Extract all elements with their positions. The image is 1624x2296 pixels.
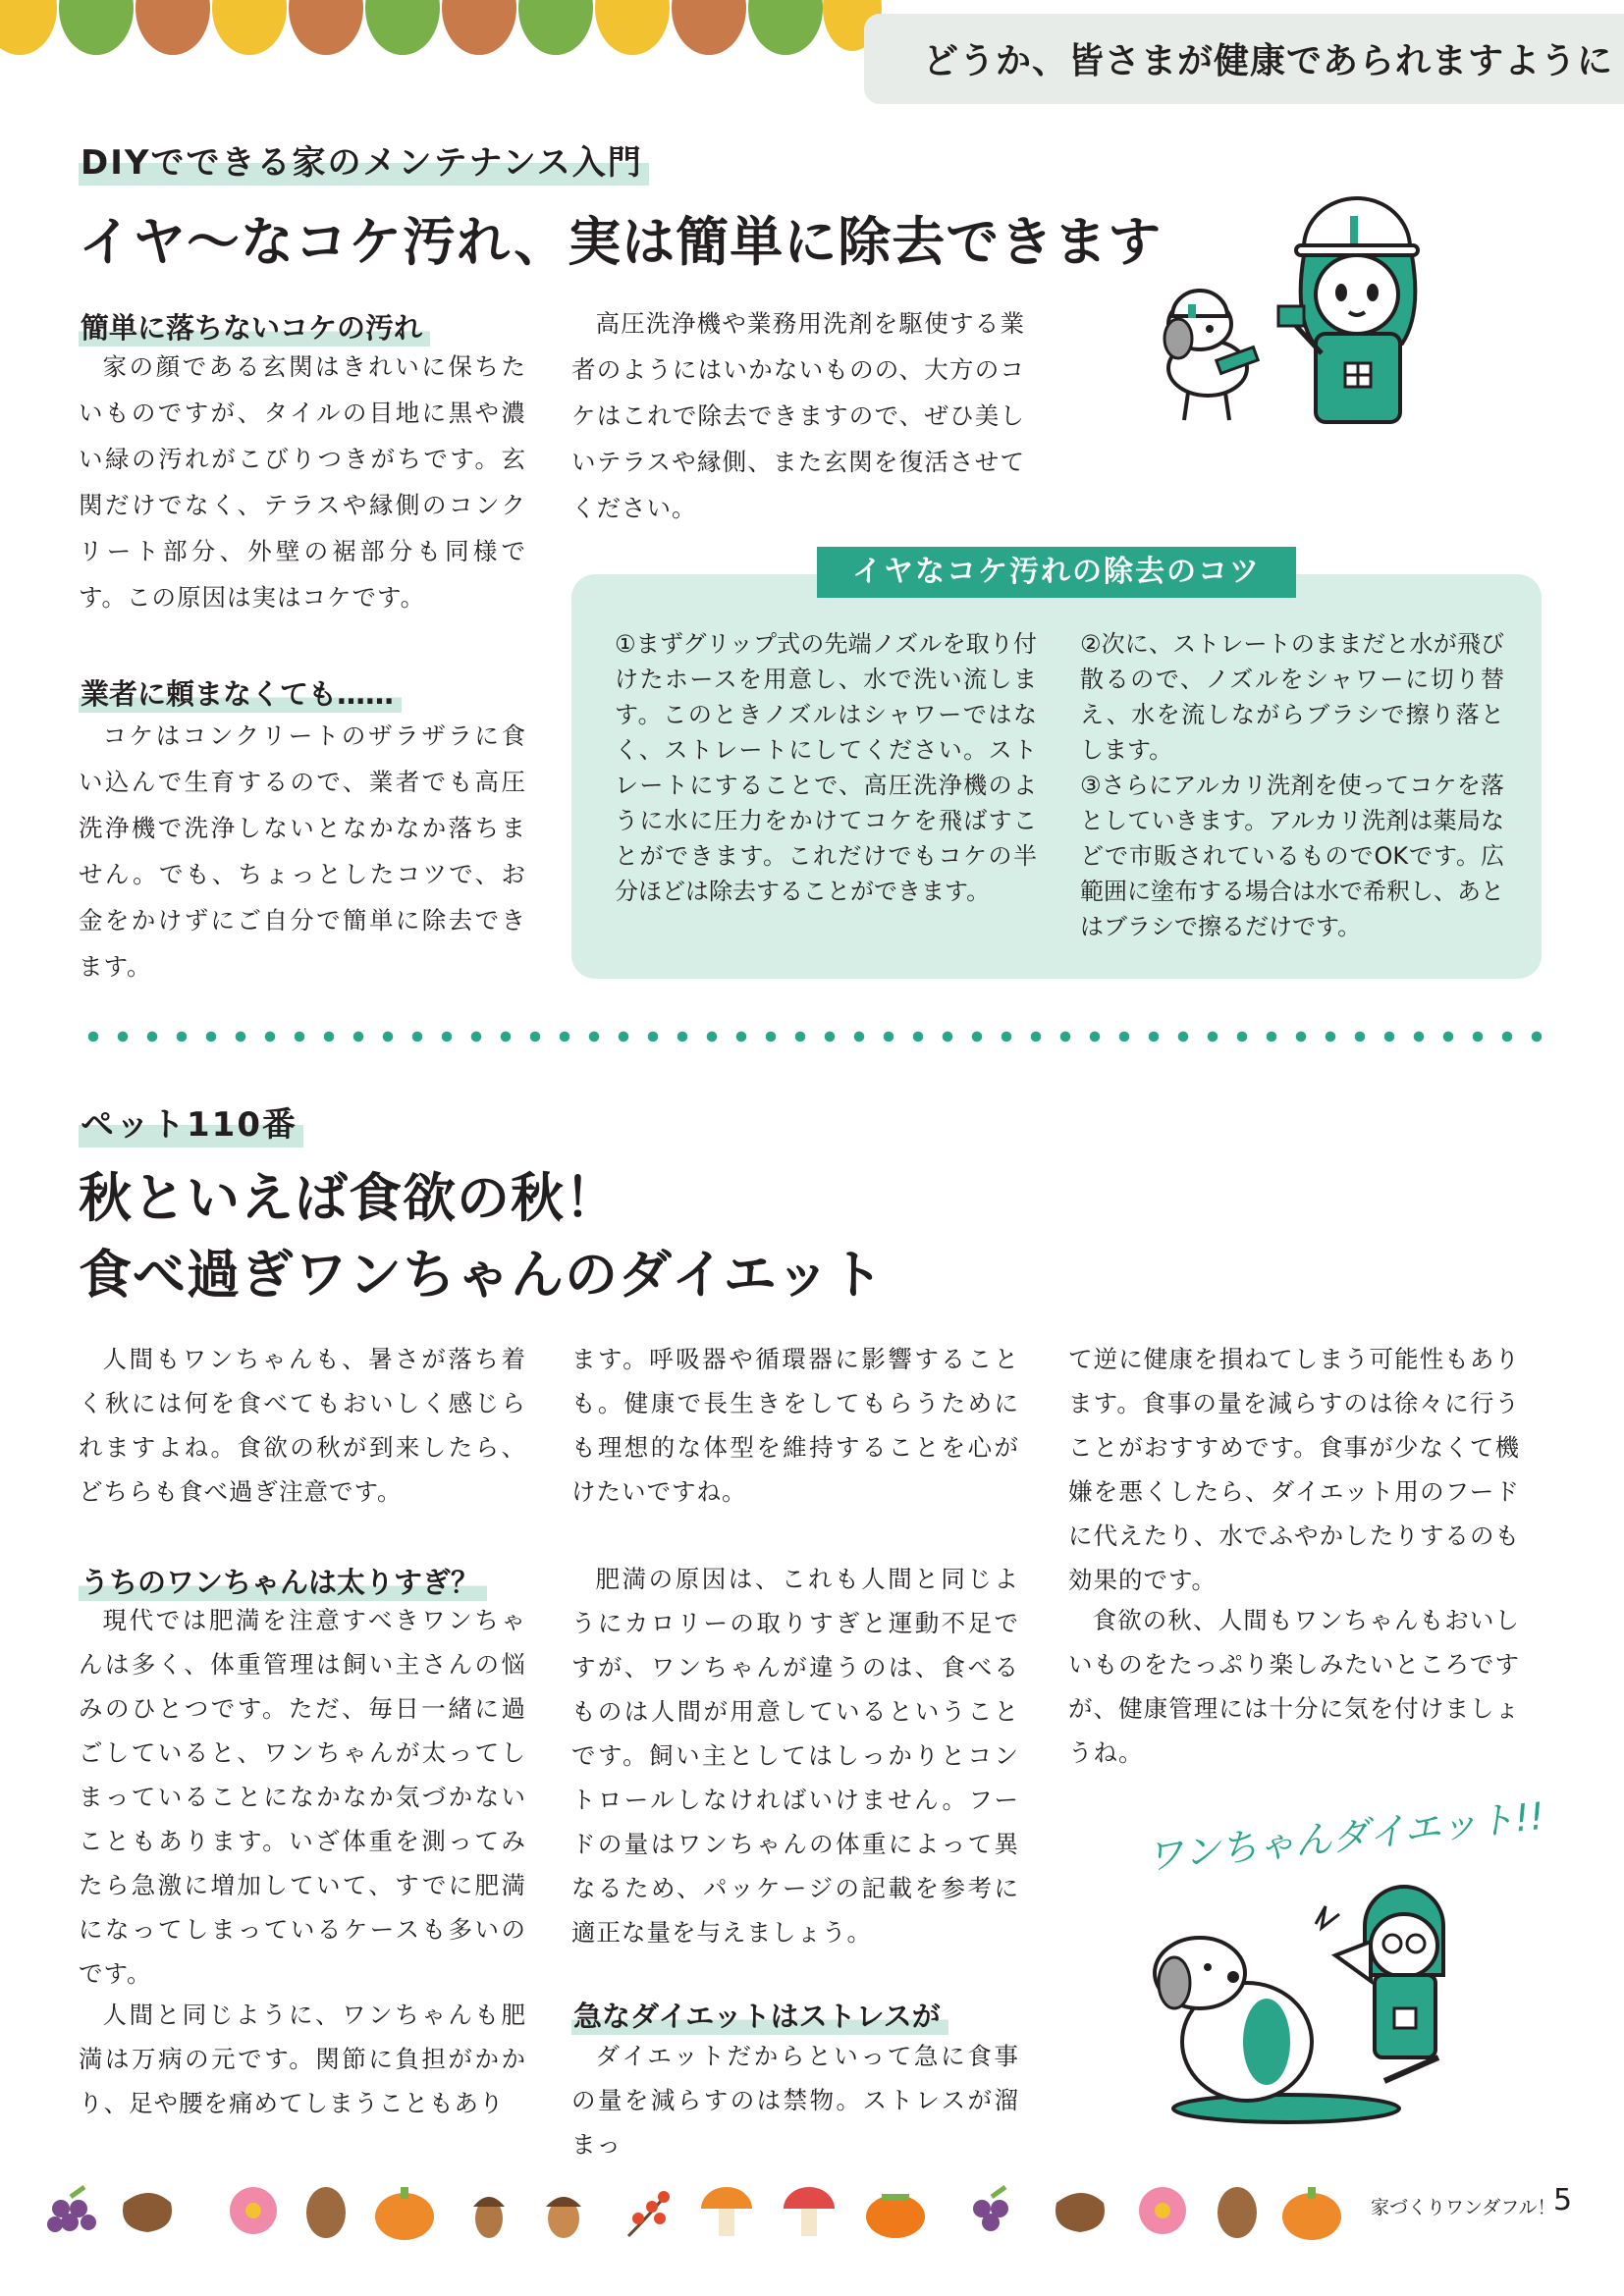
article2-section2-body: ダイエットだからといって急に食事の量を減らすのは禁物。ストレスが溜まっ [571,2042,1019,2159]
flower-icon [1139,2187,1186,2234]
article2-col2-para1: ます。呼吸器や循環器に影響することも。健康で長生きをしてもらうためにも理想的な体型を維持することを心がけたいですね。 [571,1345,1019,1506]
pumpkin-icon [1282,2187,1341,2240]
article2-subhead-2: 急なダイエットはストレスが [571,1995,948,2035]
dog-diet-illustration [1139,1865,1453,2130]
mushroom-icon [701,2187,752,2236]
pinecone-icon [306,2187,346,2238]
worker-dog-illustration [1149,196,1434,442]
article1-section2-body: コケはコンクリートのザラザラに食い込んで生育するので、業者でも高圧洗浄機で洗浄しないとなかなか落ちません。でも、ちょっとしたコツで、お金をかけずにご自分で簡単に除去できます。 [79,721,526,981]
illustration-caption: ワンちゃんダイエット!! [1144,1793,1546,1880]
article2-kicker: ペット110番 [79,1097,303,1148]
section-divider-dots [79,1029,1542,1044]
tips-title: イヤなコケ汚れの除去のコツ [817,547,1296,598]
article1-subhead-1: 簡単に落ちないコケの汚れ [79,306,430,347]
magazine-name: 家づくりワンダフル！ [1371,2197,1556,2218]
page-number: 5 [1553,2183,1573,2217]
pinecone-icon [1218,2187,1257,2238]
article1-headline: イヤ～なコケ汚れ、実は簡単に除去できます [79,211,1163,273]
tip-step-1: ①まずグリップ式の先端ノズルを取り付けたホースを用意し、水で洗い流します。このときノズルはシャワーではなく、ストレートにしてください。ストレートにすることで、高圧洗浄機のように水に圧力をかけてコケを飛ばすことができます。これだけでもコケの半分ほどは除去することができます。 [615,630,1037,905]
tip-step-2: ②次に、ストレートのままだと水が飛び散るので、ノズルをシャワーに切り替え、水を流しながらブラシで擦り落とします。 [1080,630,1504,764]
article1-subhead-2: 業者に頼まなくても…… [79,672,402,713]
article1-column2-body: 高圧洗浄機や業務用洗剤を駆使する業者のようにはいかないものの、大方のコケはこれで除去できますので、ぜひ美しいテラスや縁側、また玄関を復活させてください。 [571,309,1025,522]
article2-col3-para2: 食欲の秋、人間もワンちゃんもおいしいものをたっぷり楽しみたいところですが、健康管理には十分に気を付けましょうね。 [1068,1606,1520,1767]
acorn-icon [546,2197,581,2238]
article1-section1-body: 家の顔である玄関はきれいに保ちたいものですが、タイルの目地に黒や濃い緑の汚れがこびりつきがちです。玄関だけでなく、テラスや縁側のコンクリート部分、外壁の裾部分も同様です。この原因は実はコケです。 [79,352,526,612]
pumpkin-icon [375,2187,434,2240]
page-tagline: どうか、皆さまが健康であられますように [923,41,1614,81]
article2-headline-line2: 食べ過ぎワンちゃんのダイエット [79,1244,885,1306]
autumn-icon-strip [0,2177,1365,2246]
chestnut-icon [1056,2193,1105,2232]
article1-kicker: DIYでできる家のメンテナンス入門 [79,135,649,186]
grape-icon [47,2187,96,2232]
mushroom-icon [784,2187,835,2236]
article2-col2-para2: 肥満の原因は、これも人間と同じようにカロリーの取りすぎと運動不足ですが、ワンちゃんが違うのは、食べるものは人間が用意しているということです。飼い主としてはしっかりとコントロールしなければいけません。フードの量はワンちゃんの体重によって異なるため、パッケージの記載を参考に適正な量を与えましょう。 [571,1565,1019,1947]
article2-section1-body: 現代では肥満を注意すべきワンちゃんは多く、体重管理は飼い主さんの悩みのひとつです。ただ、毎日一緒に過ごしていると、ワンちゃんが太ってしまっていることになかなか気づかないこともあります。いざ体重を測ってみたら急激に増加していて、すでに肥満になってしまっているケースも多いのです。 [79,1606,526,1988]
tip-step-3: ③さらにアルカリ洗剤を使ってコケを落としていきます。アルカリ洗剤は薬局などで市販されているものでOKです。広範囲に塗布する場合は水で希釈し、あとはブラシで擦るだけです。 [1080,772,1504,940]
persimmon-icon [866,2195,925,2238]
grape-icon [973,2187,1008,2231]
article2-headline-line1: 秋といえば食欲の秋！ [79,1167,619,1229]
berry-branch-icon [628,2191,670,2236]
article2-col1-para2: 人間と同じように、ワンちゃんも肥満は万病の元です。関節に負担がかかり、足や腰を痛めてしまうこともあり [79,2001,526,2117]
flower-icon [230,2187,277,2234]
article2-subhead-1: うちのワンちゃんは太りすぎ？ [79,1561,487,1601]
chestnut-icon [123,2193,172,2232]
acorn-icon [473,2197,505,2238]
article2-intro: 人間もワンちゃんも、暑さが落ち着く秋には何を食べてもおいしく感じられますよね。食欲の秋が到来したら、どちらも食べ過ぎ注意です。 [79,1345,526,1506]
article2-col3-para1: て逆に健康を損ねてしまう可能性もあります。食事の量を減らすのは徐々に行うことがおすすめです。食事が少なくて機嫌を悪くしたら、ダイエット用のフードに代えたり、水でふやかしたりするのも効果的です。 [1068,1345,1520,1594]
